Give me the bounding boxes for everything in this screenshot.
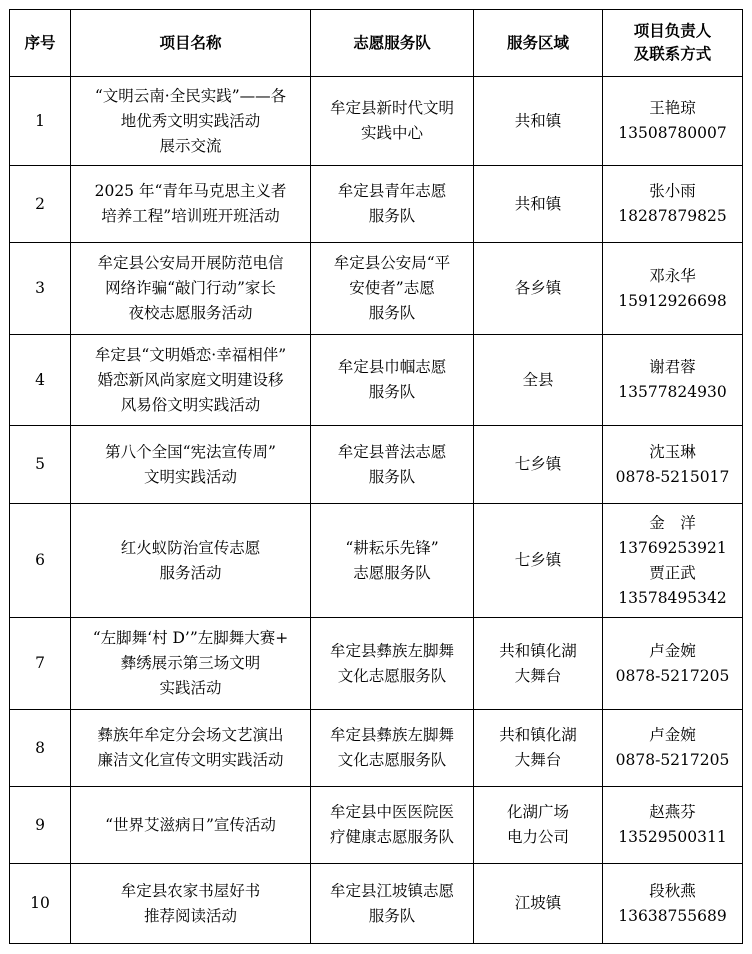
cell-index xyxy=(10,426,71,504)
contact-phone: 13638755689 xyxy=(618,906,727,925)
contact-name: 金 洋 xyxy=(649,513,696,532)
cell-volunteer-team-text: 牟定县普法志愿 服务队 xyxy=(337,442,447,486)
table-row xyxy=(10,166,743,243)
cell-project-name-text: “世界艾滋病日”宣传活动 xyxy=(105,815,276,834)
cell-project-name xyxy=(71,243,311,335)
cell-index-text: 2 xyxy=(35,194,45,213)
contact-phone: 15912926698 xyxy=(618,291,727,310)
cell-index xyxy=(10,504,71,618)
contact-name: 段秋燕 xyxy=(649,881,696,900)
contact-name: 卢金婉 xyxy=(649,641,696,660)
cell-contact xyxy=(603,504,743,618)
table-row xyxy=(10,243,743,335)
contact-phone: 13578495342 xyxy=(618,588,727,607)
cell-project-name-text: 牟定县“文明婚恋·幸福相伴” 婚恋新风尚家庭文明建设移 风易俗文明实践活动 xyxy=(94,345,287,414)
cell-volunteer-team xyxy=(311,166,474,243)
cell-service-area xyxy=(474,335,603,426)
cell-service-area-text: 化湖广场 电力公司 xyxy=(506,803,569,846)
cell-index-text: 8 xyxy=(35,738,45,757)
cell-index xyxy=(10,77,71,166)
cell-contact xyxy=(603,426,743,504)
table-row xyxy=(10,504,743,618)
cell-index xyxy=(10,710,71,787)
cell-project-name-text: 2025 年“青年马克思主义者 培养工程”培训班开班活动 xyxy=(94,182,287,225)
cell-service-area-text: 江坡镇 xyxy=(514,894,562,912)
contact-phone: 13769253921 xyxy=(618,538,727,557)
cell-project-name-text: 牟定县公安局开展防范电信 网络诈骗“敲门行动”家长 夜校志愿服务活动 xyxy=(97,254,284,322)
cell-project-name-text: 红火蚁防治宣传志愿 服务活动 xyxy=(120,538,261,582)
cell-contact xyxy=(603,710,743,787)
cell-service-area xyxy=(474,77,603,166)
cell-service-area xyxy=(474,787,603,864)
cell-project-name xyxy=(71,335,311,426)
cell-index xyxy=(10,166,71,243)
cell-project-name xyxy=(71,787,311,864)
cell-index-text: 3 xyxy=(35,279,45,297)
cell-volunteer-team xyxy=(311,618,474,710)
table-row xyxy=(10,335,743,426)
cell-service-area xyxy=(474,243,603,335)
table-row xyxy=(10,787,743,864)
header-contact-label: 项目负责人 及联系方式 xyxy=(633,22,712,63)
header-index: 序号 xyxy=(10,10,71,77)
cell-project-name xyxy=(71,864,311,944)
table-row xyxy=(10,426,743,504)
cell-volunteer-team-text: 牟定县中医医院医 疗健康志愿服务队 xyxy=(329,803,454,846)
cell-contact xyxy=(603,787,743,864)
table-row xyxy=(10,710,743,787)
cell-service-area-text: 共和镇化湖 大舞台 xyxy=(499,641,577,685)
cell-service-area xyxy=(474,864,603,944)
cell-index-text: 10 xyxy=(30,894,50,912)
cell-contact xyxy=(603,618,743,710)
cell-volunteer-team xyxy=(311,864,474,944)
contact-name: 张小雨 xyxy=(649,182,696,200)
cell-project-name xyxy=(71,77,311,166)
cell-index xyxy=(10,618,71,710)
cell-volunteer-team-text: 牟定县新时代文明 实践中心 xyxy=(329,99,454,142)
contact-phone: 0878-5215017 xyxy=(615,467,730,486)
cell-project-name-text: 第八个全国“宪法宣传周” 文明实践活动 xyxy=(105,442,276,486)
cell-service-area-text: 共和镇 xyxy=(514,111,562,130)
cell-index xyxy=(10,864,71,944)
table-row xyxy=(10,77,743,166)
cell-project-name xyxy=(71,504,311,618)
cell-volunteer-team-text: 牟定县青年志愿 服务队 xyxy=(337,182,447,225)
cell-project-name-text: “左脚舞‘村 D’”左脚舞大赛+ 彝绣展示第三场文明 实践活动 xyxy=(92,629,289,697)
contact-name: 王艳琼 xyxy=(649,99,696,117)
contact-phone: 13529500311 xyxy=(618,828,727,846)
table-row xyxy=(10,864,743,944)
contact-phone: 0878-5217205 xyxy=(615,751,730,769)
cell-project-name xyxy=(71,710,311,787)
cell-index-text: 4 xyxy=(35,370,45,389)
table-row xyxy=(10,618,743,710)
cell-index xyxy=(10,787,71,864)
cell-project-name xyxy=(71,618,311,710)
contact-name: 赵燕芬 xyxy=(649,803,696,821)
header-service-area: 服务区域 xyxy=(474,10,603,77)
cell-project-name-text: 牟定县农家书屋好书 推荐阅读活动 xyxy=(120,881,261,925)
cell-service-area-text: 各乡镇 xyxy=(514,279,562,297)
cell-volunteer-team xyxy=(311,787,474,864)
cell-service-area-text: 共和镇 xyxy=(514,194,562,213)
volunteer-activity-table xyxy=(9,9,743,944)
cell-project-name xyxy=(71,426,311,504)
cell-contact xyxy=(603,864,743,944)
contact-phone: 13577824930 xyxy=(618,383,727,401)
cell-volunteer-team xyxy=(311,335,474,426)
cell-contact xyxy=(603,166,743,243)
contact-phone: 13508780007 xyxy=(618,124,727,142)
cell-project-name-text: “文明云南·全民实践”——各 地优秀文明实践活动 展示交流 xyxy=(94,86,287,155)
header-project-name: 项目名称 xyxy=(71,10,311,77)
cell-service-area-text: 共和镇化湖 大舞台 xyxy=(499,726,577,769)
cell-volunteer-team-text: “耕耘乐先锋” 志愿服务队 xyxy=(345,538,439,582)
header-contact xyxy=(603,10,743,77)
cell-volunteer-team xyxy=(311,504,474,618)
cell-service-area xyxy=(474,710,603,787)
cell-volunteer-team xyxy=(311,426,474,504)
cell-contact xyxy=(603,335,743,426)
cell-volunteer-team-text: 牟定县公安局“平 安使者”志愿 服务队 xyxy=(333,254,451,322)
contact-phone: 0878-5217205 xyxy=(615,666,730,685)
cell-index-text: 7 xyxy=(35,654,45,672)
cell-volunteer-team-text: 牟定县巾帼志愿 服务队 xyxy=(337,358,447,401)
cell-index-text: 5 xyxy=(35,455,45,473)
cell-service-area xyxy=(474,426,603,504)
cell-index xyxy=(10,335,71,426)
cell-volunteer-team xyxy=(311,243,474,335)
cell-service-area xyxy=(474,618,603,710)
cell-index-text: 9 xyxy=(35,815,45,834)
cell-volunteer-team-text: 牟定县彝族左脚舞 文化志愿服务队 xyxy=(329,641,454,685)
cell-service-area xyxy=(474,166,603,243)
cell-contact xyxy=(603,243,743,335)
cell-contact xyxy=(603,77,743,166)
cell-index-text: 1 xyxy=(35,111,45,130)
cell-index xyxy=(10,243,71,335)
cell-index-text: 6 xyxy=(35,551,45,569)
table-body xyxy=(10,77,743,944)
contact-name: 贾正武 xyxy=(649,563,696,582)
cell-project-name xyxy=(71,166,311,243)
cell-service-area-text: 七乡镇 xyxy=(514,551,562,569)
cell-volunteer-team-text: 牟定县彝族左脚舞 文化志愿服务队 xyxy=(329,726,454,769)
cell-volunteer-team xyxy=(311,77,474,166)
cell-project-name-text: 彝族年牟定分会场文艺演出 廉洁文化宣传文明实践活动 xyxy=(97,726,284,769)
cell-service-area xyxy=(474,504,603,618)
cell-volunteer-team-text: 牟定县江坡镇志愿 服务队 xyxy=(329,881,454,925)
cell-volunteer-team xyxy=(311,710,474,787)
cell-service-area-text: 全县 xyxy=(522,370,554,389)
contact-phone: 18287879825 xyxy=(618,207,727,225)
header-row xyxy=(10,10,743,77)
contact-name: 沈玉琳 xyxy=(649,442,696,461)
header-volunteer-team: 志愿服务队 xyxy=(311,10,474,77)
contact-name: 邓永华 xyxy=(649,266,696,285)
contact-name: 谢君蓉 xyxy=(649,358,696,376)
cell-service-area-text: 七乡镇 xyxy=(514,455,562,473)
contact-name: 卢金婉 xyxy=(649,726,696,744)
